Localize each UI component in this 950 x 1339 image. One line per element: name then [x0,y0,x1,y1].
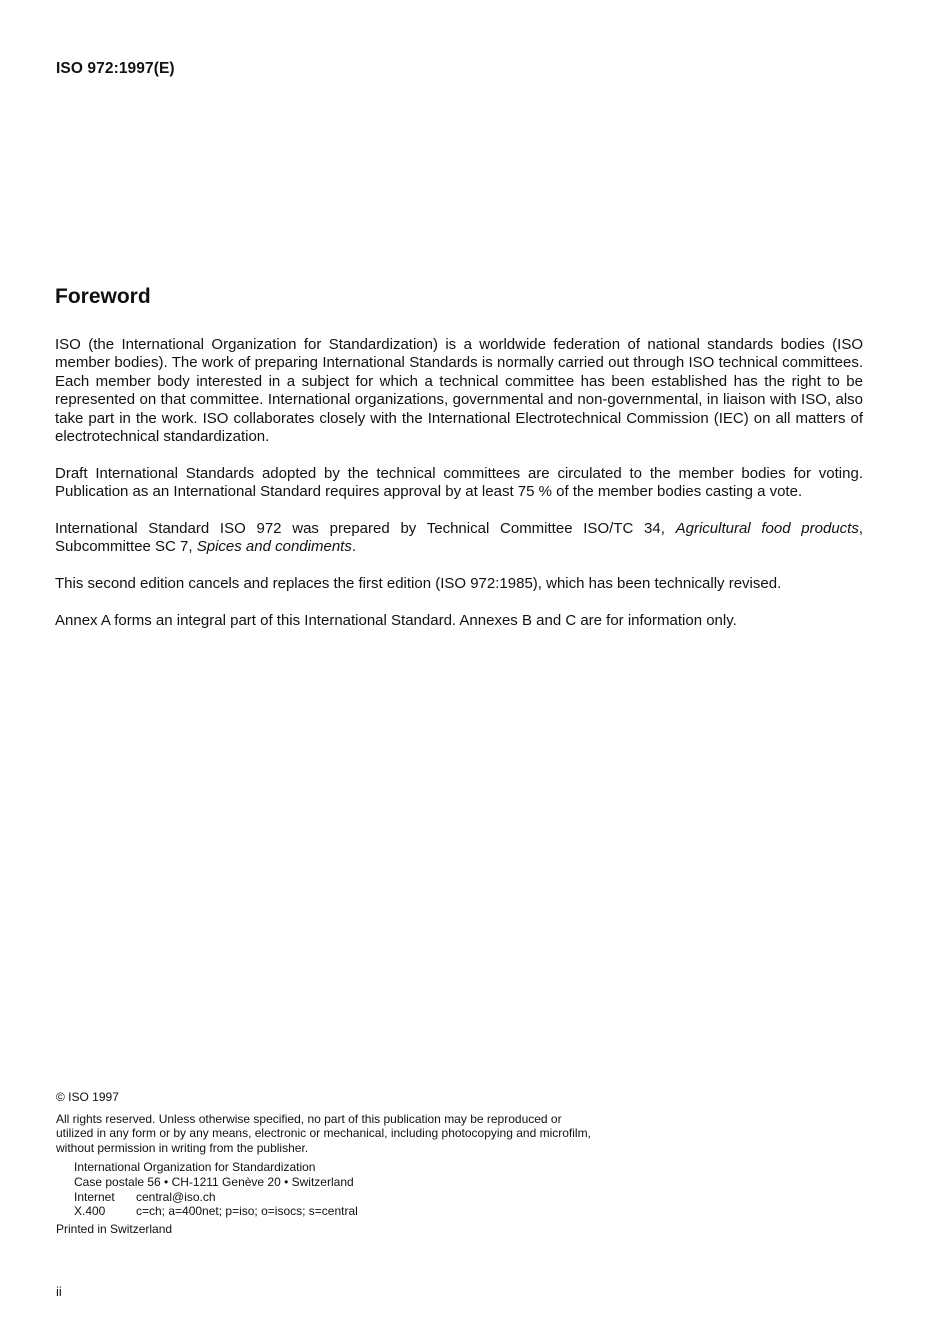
publisher-address [56,1160,596,1218]
p3-committee-name: Agricultural food products [675,520,859,537]
internet-value: central@iso.ch [136,1189,216,1204]
publisher-name: International Organization for Standardization [74,1160,316,1175]
internet-label: Internet [74,1189,115,1204]
foreword-paragraph-5: Annex A forms an integral part of this International Standard. Annexes B and C are for information only. [55,612,737,629]
foreword-paragraph-2: Draft International Standards adopted by the technical committees are circulated to the member bodies for voting. Publication as an International Standard requires approval by at least 75 % of the member bodies casting a vote. [55,465,863,501]
foreword-paragraph-1: ISO (the International Organization for Standardization) is a worldwide federation of national standards bodies (ISO member bodies). The work of preparing International Standards is normally carried out through ISO technical committees. Each member body interested in a subject for which a technical committee has been established has the right to be represented on that committee. International organizations, governmental and non-governmental, in liaison with ISO, also take part in the work. ISO collaborates closely with the International Electrotechnical Commission (IEC) on all matters of electrotechnical standardization. [55,336,863,446]
x400-label: X.400 [74,1204,106,1219]
printed-in: Printed in Switzerland [56,1221,173,1236]
rights-statement: All rights reserved. Unless otherwise specified, no part of this publication may be reproduced or utilized in any form or by any means, electronic or mechanical, including photocopying and microfilm, without permission in writing from the publisher. [56,1111,591,1155]
p3-text-c: , Subcommittee SC 7, [55,520,864,556]
page-number: ii [56,1284,62,1299]
p3-text-a: International Standard ISO 972 was prepared by Technical Committee ISO/TC 34, [55,520,676,537]
foreword-paragraph-4: This second edition cancels and replaces the first edition (ISO 972:1985), which has been technically revised. [55,575,782,592]
postal-address: Case postale 56 • CH-1211 Genève 20 • Switzerland [74,1174,354,1189]
document-id: ISO 972:1997(E) [56,60,175,77]
copyright-block [56,1090,596,1236]
foreword-title: Foreword [55,285,151,308]
copyright-line: © ISO 1997 [56,1090,119,1104]
x400-value: c=ch; a=400net; p=iso; o=isocs; s=central [136,1204,358,1219]
foreword-paragraph-3 [55,520,863,557]
internet-row [74,1190,596,1205]
p3-subcommittee-name: Spices and condiments [196,538,352,556]
p3-text-e: . [351,538,356,556]
x400-row [74,1204,596,1219]
